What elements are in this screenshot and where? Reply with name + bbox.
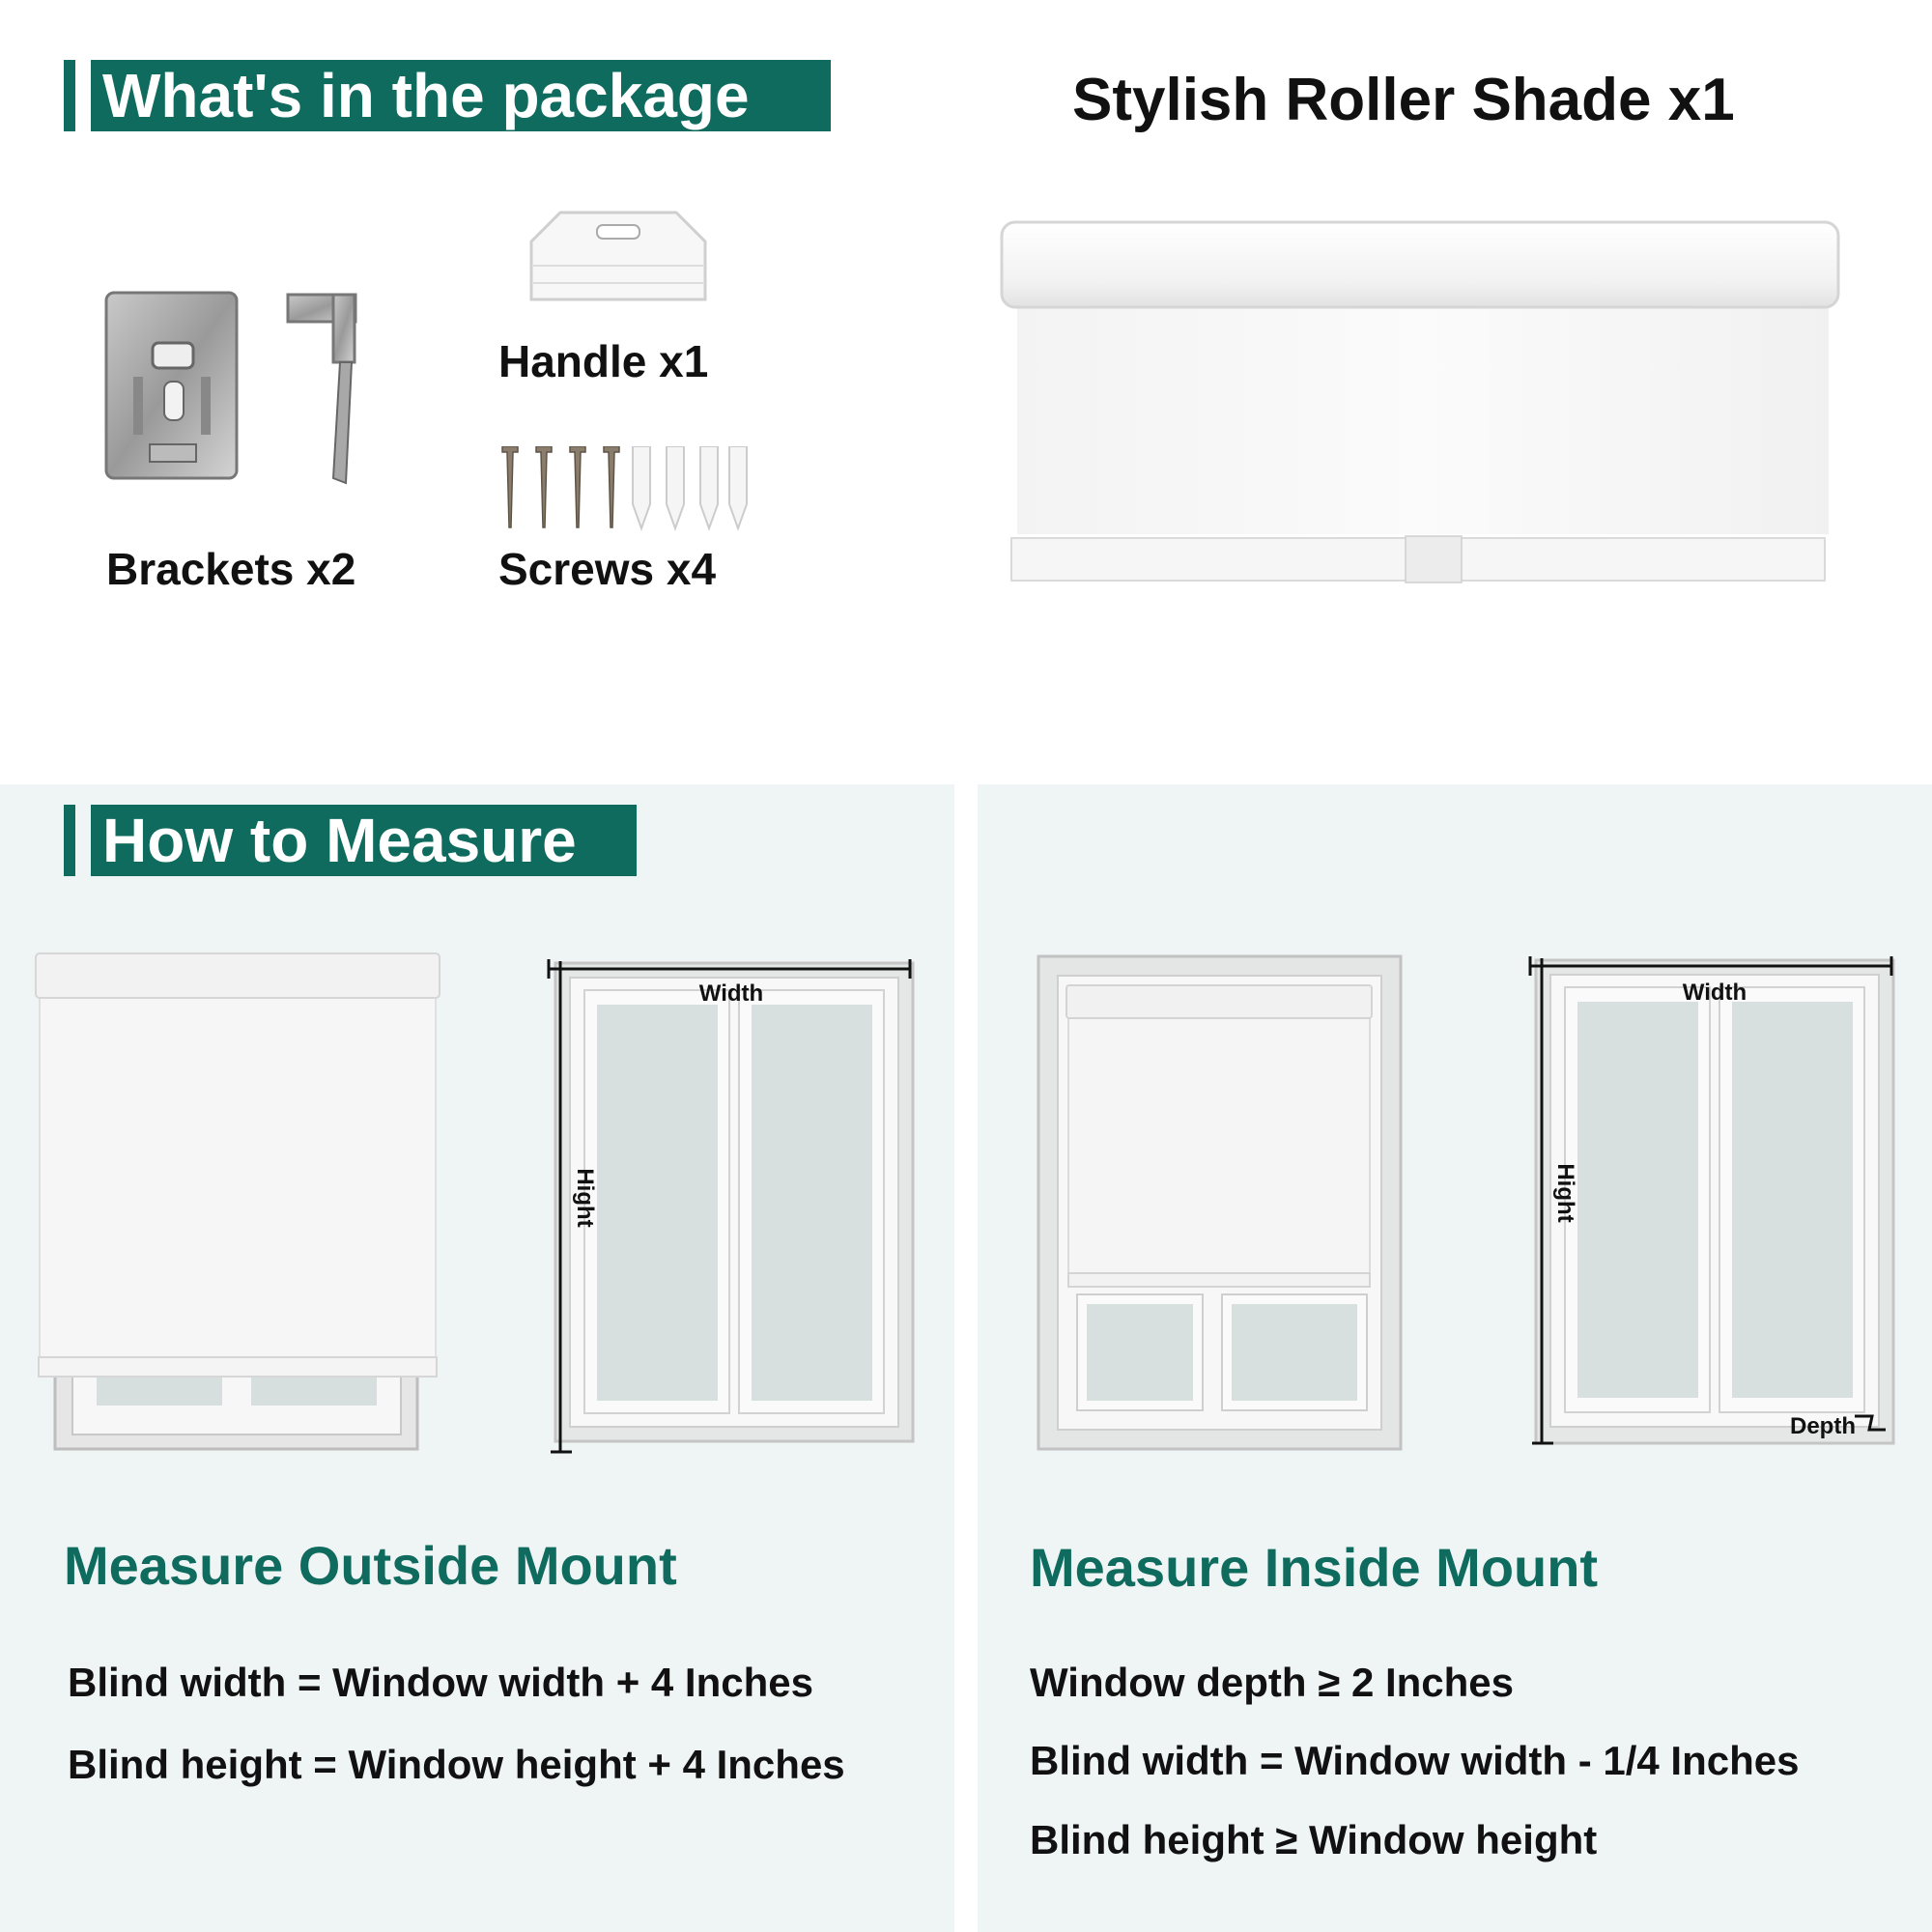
height-label: Hight <box>572 1168 598 1228</box>
inside-formula-depth: Window depth ≥ 2 Inches <box>1030 1660 1515 1705</box>
header-accent-bar <box>64 805 75 876</box>
brackets-label: Brackets x2 <box>106 544 356 594</box>
screws-image <box>497 446 749 533</box>
outside-formula-height: Blind height = Window height + 4 Inches <box>68 1742 845 1787</box>
screws-label: Screws x4 <box>498 544 717 594</box>
header-accent-bar <box>64 60 75 131</box>
depth-label: Depth <box>1790 1413 1856 1439</box>
roller-shade-image <box>1000 217 1840 589</box>
package-section-header: What's in the package <box>91 60 831 131</box>
brackets-image <box>97 285 367 493</box>
inside-formula-width: Blind width = Window width - 1/4 Inches <box>1030 1738 1800 1783</box>
measure-section-header: How to Measure <box>91 805 637 876</box>
handle-image <box>522 208 715 309</box>
product-title: Stylish Roller Shade x1 <box>1072 67 1735 133</box>
inside-mount-shade-diagram <box>1034 952 1410 1454</box>
inside-formula-height: Blind height ≥ Window height <box>1030 1817 1598 1862</box>
handle-label: Handle x1 <box>498 336 709 386</box>
outside-mount-title: Measure Outside Mount <box>64 1535 677 1596</box>
inside-mount-window-diagram <box>1526 947 1898 1454</box>
width-label: Width <box>698 980 764 1007</box>
outside-formula-width: Blind width = Window width + 4 Inches <box>68 1660 813 1705</box>
outside-mount-shade-diagram <box>34 952 444 1454</box>
width-label: Width <box>1682 980 1747 1006</box>
height-label: Hight <box>1552 1163 1578 1223</box>
outside-mount-window-diagram <box>541 952 918 1454</box>
inside-mount-title: Measure Inside Mount <box>1030 1537 1599 1598</box>
